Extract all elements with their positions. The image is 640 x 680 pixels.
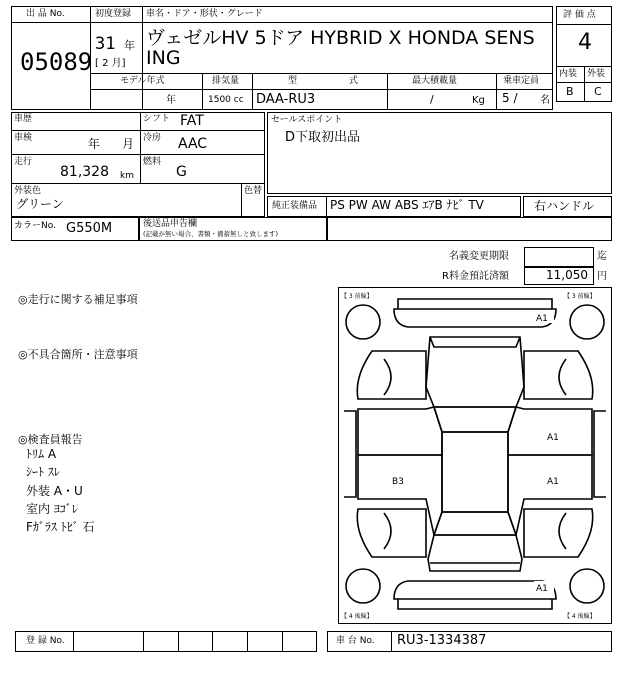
- exterior-color-label: 外装色: [14, 186, 42, 196]
- type-label: 型: [288, 76, 298, 86]
- color-no-value: G550M: [66, 221, 113, 236]
- rear-window: [434, 512, 516, 535]
- shift-value: FAT: [180, 113, 204, 129]
- color-change-label: 色替: [244, 186, 263, 196]
- equipment-value: PS PW AW ABS ｴｱB ﾅﾋﾞ TV: [330, 198, 484, 212]
- aftermarket-label: 後送品申告欄: [143, 219, 198, 229]
- wheel-front-left: [346, 305, 380, 339]
- fuel-label: 燃料: [143, 157, 162, 167]
- model-year-unit: 年: [166, 95, 176, 106]
- load-value: /: [430, 93, 434, 106]
- capacity-value: 5 /: [502, 91, 518, 105]
- chassis-number: RU3-1334387: [397, 633, 487, 648]
- color-no-label: カラーNo.: [14, 221, 56, 231]
- inspector-line: Fｶﾞﾗｽ ﾄﾋﾞ 石: [26, 520, 95, 534]
- door-left-front: [358, 407, 442, 455]
- exterior-label: 外装: [587, 69, 606, 79]
- exterior-grade: C: [594, 85, 602, 98]
- registration-label: 登 録 No.: [26, 636, 65, 646]
- mileage-unit: km: [120, 171, 134, 181]
- type-label-2: 式: [349, 76, 359, 86]
- driving-notes-title: ◎走行に関する補足事項: [18, 293, 138, 306]
- history-label: 車歴: [14, 114, 33, 124]
- wheel-rear-left: [346, 569, 380, 603]
- reg-month: [ 2 月]: [95, 58, 126, 69]
- reg-year-unit: 年: [124, 39, 135, 52]
- car-damage-map: [338, 287, 612, 624]
- exterior-color-value: グリーン: [16, 197, 64, 211]
- load-unit: Kg: [472, 95, 485, 106]
- door-right-rear: [508, 455, 592, 535]
- inspection-month: 月: [122, 137, 135, 151]
- score-value: 4: [578, 30, 592, 55]
- ac-label: 冷房: [143, 133, 162, 143]
- interior-label: 内装: [559, 69, 578, 79]
- chassis-label: 車 台 No.: [336, 636, 375, 646]
- corner-label-bl: 【 4 後輪】: [341, 613, 373, 620]
- lot-number: 05089: [20, 48, 93, 76]
- inspector-line: 室内 ﾖｺﾞﾚ: [26, 502, 78, 516]
- score-label: 評 価 点: [563, 10, 596, 20]
- name-change-unit: 迄: [597, 251, 607, 262]
- defects-title: ◎不具合箇所・注意事項: [18, 348, 138, 361]
- inspector-line: 外装 A・U: [26, 484, 83, 498]
- inspector-line: ﾄﾘﾑ A: [26, 447, 57, 461]
- recycle-value: 11,050: [546, 268, 588, 282]
- windshield: [434, 407, 516, 432]
- inspector-title: ◎検査員報告: [18, 433, 83, 446]
- wheel-rear-right: [570, 569, 604, 603]
- mileage-value: 81,328: [60, 164, 109, 180]
- car-name-label: 車名・ドア・形状・グレード: [146, 9, 263, 19]
- interior-grade: B: [566, 85, 574, 98]
- sales-point-value: D下取初出品: [285, 130, 361, 145]
- ac-value: AAC: [178, 136, 208, 152]
- displacement-value: 1500 cc: [208, 95, 244, 105]
- mileage-label: 走行: [14, 157, 33, 167]
- steering-value: 右ハンドル: [534, 199, 595, 213]
- reg-year: 31: [95, 34, 116, 54]
- name-change-box: [524, 247, 594, 267]
- trunk: [428, 535, 522, 571]
- wheel-front-right: [570, 305, 604, 339]
- equipment-label: 純正装備品: [272, 201, 318, 211]
- corner-label-tl: 【 3 前輪】: [341, 293, 373, 300]
- damage-mark: A1: [547, 477, 559, 487]
- first-reg-label: 初度登録: [95, 9, 132, 19]
- damage-mark: B3: [392, 477, 404, 487]
- inspector-line: ｼｰﾄ ｽﾚ: [26, 465, 60, 479]
- corner-label-br: 【 4 後輪】: [564, 613, 596, 620]
- door-right-front: [508, 407, 592, 455]
- name-change-label: 名義変更期限: [449, 251, 509, 262]
- car-name-line1: ヴェゼルHV 5ドア HYBRID X HONDA SENS: [146, 27, 535, 49]
- car-name-line2: ING: [146, 47, 181, 69]
- damage-mark: A1: [536, 584, 548, 594]
- shift-label: シフト: [143, 114, 171, 124]
- damage-mark: A1: [536, 314, 548, 324]
- aftermarket-note: (記載が無い場合、書類・備蓄無しと致します): [143, 230, 279, 238]
- door-left-rear: [358, 455, 442, 535]
- damage-mark: A1: [547, 433, 559, 443]
- corner-label-tr: 【 3 前輪】: [564, 293, 596, 300]
- displacement-label: 排気量: [212, 76, 240, 86]
- type-code: DAA-RU3: [256, 92, 316, 107]
- equipment-extra-box: [327, 217, 612, 241]
- rear-bumper: [394, 581, 556, 609]
- roof: [442, 432, 508, 512]
- lot-label: 出 品 No.: [26, 9, 65, 19]
- fuel-value: G: [176, 164, 187, 180]
- recycle-unit: 円: [597, 271, 607, 282]
- sales-point-label: セールスポイント: [271, 115, 343, 125]
- load-label: 最大積載量: [412, 76, 458, 86]
- recycle-label: R料金預託済額: [442, 271, 509, 282]
- inspection-year: 年: [88, 137, 101, 151]
- front-bumper: [394, 299, 556, 327]
- model-year-label: モデル年式: [120, 76, 165, 86]
- capacity-label: 乗車定員: [503, 76, 540, 86]
- capacity-unit: 名: [540, 95, 550, 106]
- inspection-label: 車検: [14, 133, 33, 143]
